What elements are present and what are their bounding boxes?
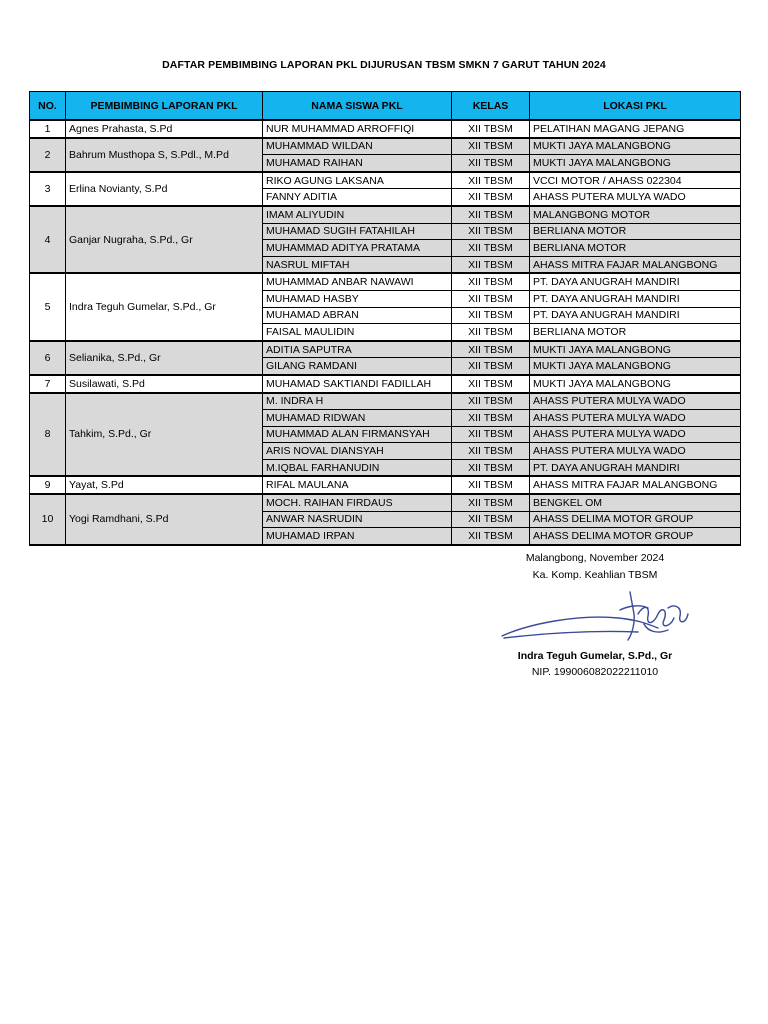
cell-kelas: XII TBSM bbox=[452, 494, 530, 511]
cell-kelas: XII TBSM bbox=[452, 223, 530, 240]
cell-pembimbing: Erlina Novianty, S.Pd bbox=[66, 172, 263, 206]
cell-lokasi: PT. DAYA ANUGRAH MANDIRI bbox=[530, 273, 741, 290]
cell-kelas: XII TBSM bbox=[452, 324, 530, 341]
table-row bbox=[30, 138, 741, 155]
cell-nama-siswa: M.IQBAL FARHANUDIN bbox=[263, 459, 452, 476]
cell-kelas: XII TBSM bbox=[452, 273, 530, 290]
table-row bbox=[30, 341, 741, 358]
cell-no: 7 bbox=[30, 375, 66, 393]
cell-lokasi: PELATIHAN MAGANG JEPANG bbox=[530, 120, 741, 138]
cell-pembimbing: Susilawati, S.Pd bbox=[66, 375, 263, 393]
cell-pembimbing: Ganjar Nugraha, S.Pd., Gr bbox=[66, 206, 263, 273]
cell-kelas: XII TBSM bbox=[452, 290, 530, 307]
cell-lokasi: AHASS PUTERA MULYA WADO bbox=[530, 410, 741, 427]
table-row bbox=[30, 206, 741, 223]
cell-kelas: XII TBSM bbox=[452, 443, 530, 460]
cell-nama-siswa: MUHAMAD RIDWAN bbox=[263, 410, 452, 427]
cell-kelas: XII TBSM bbox=[452, 138, 530, 155]
signature-place-date: Malangbong, November 2024 bbox=[525, 552, 665, 564]
cell-nama-siswa: ADITIA SAPUTRA bbox=[263, 341, 452, 358]
cell-kelas: XII TBSM bbox=[452, 172, 530, 189]
cell-kelas: XII TBSM bbox=[452, 528, 530, 545]
cell-nama-siswa: NASRUL MIFTAH bbox=[263, 256, 452, 273]
table-row bbox=[30, 375, 741, 393]
cell-no: 2 bbox=[30, 138, 66, 172]
supervisor-table bbox=[29, 91, 741, 546]
cell-kelas: XII TBSM bbox=[452, 341, 530, 358]
cell-no: 8 bbox=[30, 393, 66, 477]
cell-lokasi: MUKTI JAYA MALANGBONG bbox=[530, 358, 741, 375]
cell-lokasi: PT. DAYA ANUGRAH MANDIRI bbox=[530, 459, 741, 476]
cell-nama-siswa: MUHAMAD SAKTIANDI FADILLAH bbox=[263, 375, 452, 393]
table-row bbox=[30, 393, 741, 410]
signatory-name: Indra Teguh Gumelar, S.Pd., Gr bbox=[517, 650, 673, 662]
cell-nama-siswa: NUR MUHAMMAD ARROFFIQI bbox=[263, 120, 452, 138]
cell-nama-siswa: MUHAMAD SUGIH FATAHILAH bbox=[263, 223, 452, 240]
cell-nama-siswa: MUHAMAD ABRAN bbox=[263, 307, 452, 324]
cell-kelas: XII TBSM bbox=[452, 189, 530, 206]
cell-pembimbing: Selianika, S.Pd., Gr bbox=[66, 341, 263, 375]
cell-pembimbing: Tahkim, S.Pd., Gr bbox=[66, 393, 263, 477]
cell-lokasi: AHASS PUTERA MULYA WADO bbox=[530, 426, 741, 443]
cell-nama-siswa: MUHAMMAD ALAN FIRMANSYAH bbox=[263, 426, 452, 443]
cell-kelas: XII TBSM bbox=[452, 393, 530, 410]
cell-nama-siswa: MUHAMMAD ADITYA PRATAMA bbox=[263, 240, 452, 257]
handwritten-signature bbox=[498, 584, 698, 650]
cell-no: 4 bbox=[30, 206, 66, 273]
cell-kelas: XII TBSM bbox=[452, 120, 530, 138]
cell-kelas: XII TBSM bbox=[452, 358, 530, 375]
cell-lokasi: MUKTI JAYA MALANGBONG bbox=[530, 375, 741, 393]
cell-nama-siswa: RIFAL MAULANA bbox=[263, 476, 452, 494]
table-header-row bbox=[30, 92, 741, 121]
document-title: DAFTAR PEMBIMBING LAPORAN PKL DIJURUSAN TBSM SMKN 7 GARUT TAHUN 2024 bbox=[162, 59, 606, 71]
cell-kelas: XII TBSM bbox=[452, 459, 530, 476]
cell-kelas: XII TBSM bbox=[452, 206, 530, 223]
cell-pembimbing: Yayat, S.Pd bbox=[66, 476, 263, 494]
cell-lokasi: AHASS PUTERA MULYA WADO bbox=[530, 393, 741, 410]
cell-no: 10 bbox=[30, 494, 66, 545]
cell-nama-siswa: GILANG RAMDANI bbox=[263, 358, 452, 375]
cell-kelas: XII TBSM bbox=[452, 375, 530, 393]
cell-lokasi: PT. DAYA ANUGRAH MANDIRI bbox=[530, 307, 741, 324]
cell-pembimbing: Bahrum Musthopa S, S.Pdl., M.Pd bbox=[66, 138, 263, 172]
table-body bbox=[30, 120, 741, 545]
header-kelas: KELAS bbox=[452, 92, 530, 121]
cell-pembimbing: Yogi Ramdhani, S.Pd bbox=[66, 494, 263, 545]
cell-lokasi: MUKTI JAYA MALANGBONG bbox=[530, 138, 741, 155]
cell-nama-siswa: ANWAR NASRUDIN bbox=[263, 511, 452, 528]
cell-lokasi: PT. DAYA ANUGRAH MANDIRI bbox=[530, 290, 741, 307]
cell-no: 1 bbox=[30, 120, 66, 138]
cell-nama-siswa: IMAM ALIYUDIN bbox=[263, 206, 452, 223]
table-row bbox=[30, 273, 741, 290]
table-row bbox=[30, 172, 741, 189]
cell-lokasi: AHASS PUTERA MULYA WADO bbox=[530, 443, 741, 460]
cell-lokasi: AHASS MITRA FAJAR MALANGBONG bbox=[530, 476, 741, 494]
cell-lokasi: BENGKEL OM bbox=[530, 494, 741, 511]
header-siswa: NAMA SISWA PKL bbox=[263, 92, 452, 121]
cell-kelas: XII TBSM bbox=[452, 476, 530, 494]
cell-nama-siswa: MUHAMMAD ANBAR NAWAWI bbox=[263, 273, 452, 290]
table-row bbox=[30, 476, 741, 494]
cell-lokasi: MALANGBONG MOTOR bbox=[530, 206, 741, 223]
cell-lokasi: BERLIANA MOTOR bbox=[530, 324, 741, 341]
cell-no: 9 bbox=[30, 476, 66, 494]
cell-lokasi: AHASS DELIMA MOTOR GROUP bbox=[530, 528, 741, 545]
cell-kelas: XII TBSM bbox=[452, 155, 530, 172]
cell-nama-siswa: ARIS NOVAL DIANSYAH bbox=[263, 443, 452, 460]
header-pembimbing: PEMBIMBING LAPORAN PKL bbox=[66, 92, 263, 121]
cell-lokasi: AHASS PUTERA MULYA WADO bbox=[530, 189, 741, 206]
cell-no: 5 bbox=[30, 273, 66, 340]
cell-kelas: XII TBSM bbox=[452, 256, 530, 273]
cell-nama-siswa: RIKO AGUNG LAKSANA bbox=[263, 172, 452, 189]
cell-lokasi: MUKTI JAYA MALANGBONG bbox=[530, 341, 741, 358]
cell-kelas: XII TBSM bbox=[452, 240, 530, 257]
cell-nama-siswa: MUHAMAD IRPAN bbox=[263, 528, 452, 545]
cell-lokasi: AHASS DELIMA MOTOR GROUP bbox=[530, 511, 741, 528]
cell-lokasi: VCCI MOTOR / AHASS 022304 bbox=[530, 172, 741, 189]
cell-kelas: XII TBSM bbox=[452, 410, 530, 427]
cell-lokasi: MUKTI JAYA MALANGBONG bbox=[530, 155, 741, 172]
cell-no: 6 bbox=[30, 341, 66, 375]
cell-pembimbing: Indra Teguh Gumelar, S.Pd., Gr bbox=[66, 273, 263, 340]
cell-nama-siswa: MUHAMAD HASBY bbox=[263, 290, 452, 307]
cell-lokasi: BERLIANA MOTOR bbox=[530, 223, 741, 240]
signature-position: Ka. Komp. Keahlian TBSM bbox=[532, 569, 658, 581]
cell-lokasi: AHASS MITRA FAJAR MALANGBONG bbox=[530, 256, 741, 273]
table-row bbox=[30, 120, 741, 138]
cell-pembimbing: Agnes Prahasta, S.Pd bbox=[66, 120, 263, 138]
table-row bbox=[30, 494, 741, 511]
cell-lokasi: BERLIANA MOTOR bbox=[530, 240, 741, 257]
cell-nama-siswa: MUHAMMAD WILDAN bbox=[263, 138, 452, 155]
cell-nama-siswa: M. INDRA H bbox=[263, 393, 452, 410]
cell-kelas: XII TBSM bbox=[452, 426, 530, 443]
header-lokasi: LOKASI PKL bbox=[530, 92, 741, 121]
cell-nama-siswa: MOCH. RAIHAN FIRDAUS bbox=[263, 494, 452, 511]
header-no: NO. bbox=[30, 92, 66, 121]
cell-nama-siswa: MUHAMAD RAIHAN bbox=[263, 155, 452, 172]
cell-no: 3 bbox=[30, 172, 66, 206]
signatory-nip: NIP. 199006082022211010 bbox=[531, 666, 659, 678]
cell-kelas: XII TBSM bbox=[452, 511, 530, 528]
cell-nama-siswa: FANNY ADITIA bbox=[263, 189, 452, 206]
cell-nama-siswa: FAISAL MAULIDIN bbox=[263, 324, 452, 341]
cell-kelas: XII TBSM bbox=[452, 307, 530, 324]
